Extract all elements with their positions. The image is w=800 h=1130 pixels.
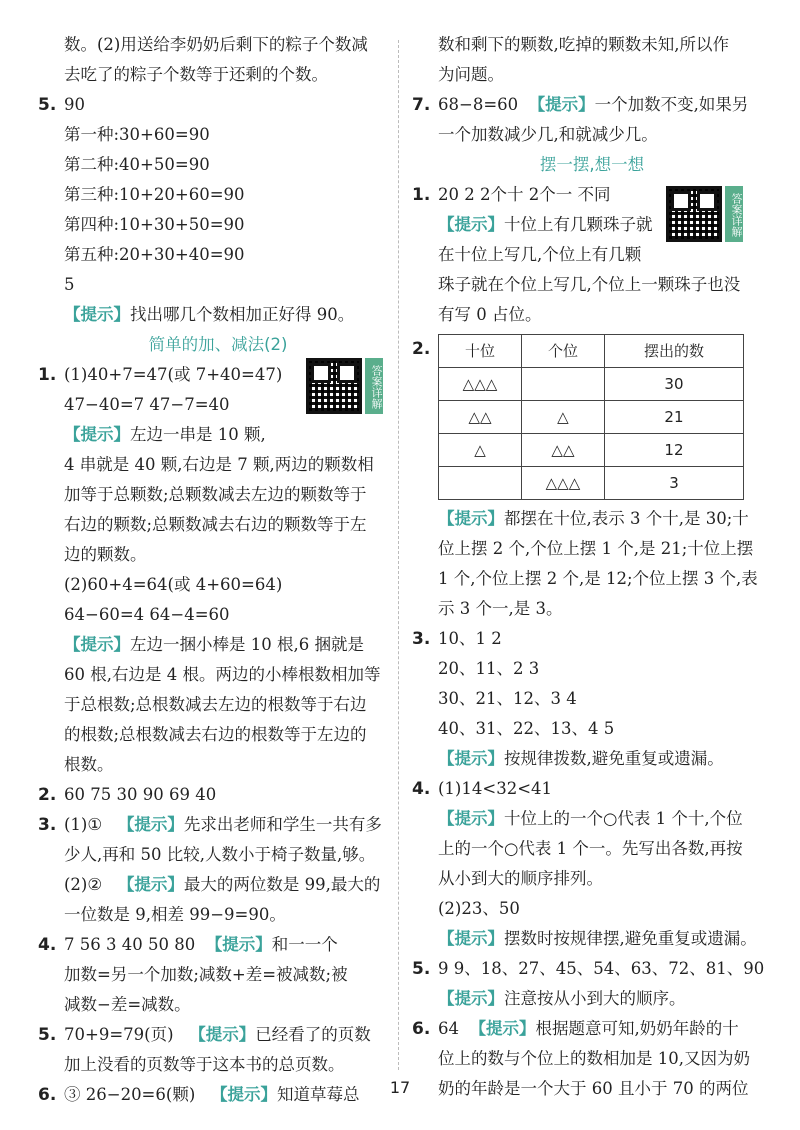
left-column [38, 30, 398, 1110]
text-line: 上的一个○代表 1 个一。先写出各数,再按 [438, 839, 743, 858]
answer: (2)60+4=64(或 4+60=64) [64, 575, 283, 594]
text-line: 奶的年龄是一个大于 60 且小于 70 的两位 [438, 1079, 749, 1098]
text-line: 位上的数与个位上的数相加是 10,又因为奶 [438, 1049, 750, 1068]
place-value-table [438, 334, 744, 500]
table-cell: 30 [604, 368, 743, 401]
hint-text: 左边一捆小棒是 10 根,6 捆就是 [130, 635, 364, 654]
text-line: 为问题。 [438, 65, 504, 84]
table-cell: △△△ [439, 368, 522, 401]
list-item: 第五种:20+30+40=90 [64, 245, 245, 264]
hint-label: 【提示】 [438, 809, 504, 828]
question-number: 1. [412, 185, 431, 205]
table-row [439, 401, 744, 434]
table-header: 个位 [521, 335, 604, 368]
hint-text: 和一一个 [271, 935, 338, 954]
text-line: 加上没看的页数等于这本书的总页数。 [64, 1055, 345, 1074]
question-number: 2. [412, 339, 431, 359]
answer: 70+9=79(页) [64, 1025, 174, 1044]
question-number: 5. [38, 1025, 57, 1045]
answer: 47−40=7 47−7=40 [64, 395, 230, 414]
table-cell: 12 [604, 434, 743, 467]
question-number: 3. [412, 629, 431, 649]
text-line: 位上摆 2 个,个位上摆 1 个,是 21;十位上摆 [438, 539, 754, 558]
hint-label: 【提示】 [205, 935, 272, 954]
hint-text: 十位上的一个○代表 1 个十,个位 [504, 809, 743, 828]
text-line: 珠子就在个位上写几,个位上一颗珠子也没 [438, 275, 741, 294]
hint-label: 【提示】 [438, 929, 504, 948]
answer: 7 56 3 40 50 80 [64, 935, 196, 954]
list-item: 第二种:40+50=90 [64, 155, 210, 174]
table-cell: △ [439, 434, 522, 467]
hint-text: 注意按从小到大的顺序。 [504, 989, 686, 1008]
question-number: 4. [38, 935, 57, 955]
hint-text: 左边一串是 10 颗, [130, 425, 266, 444]
hint-text: 先求出老师和学生一共有多 [183, 815, 382, 834]
hint-text: 根据题意可知,奶奶年龄的十 [535, 1019, 739, 1038]
answer: ③ 26−20=6(颗) [64, 1085, 196, 1104]
table-cell: △ [521, 401, 604, 434]
qr-code-block[interactable] [306, 358, 383, 414]
hint-label: 【提示】 [438, 215, 504, 234]
text-line: 去吃了的粽子个数等于还剩的个数。 [64, 65, 328, 84]
hint-label: 【提示】 [438, 749, 504, 768]
text-line: 于总根数;总根数减去左边的根数等于右边 [64, 695, 367, 714]
hint-label: 【提示】 [438, 989, 504, 1008]
question-number: 5. [412, 959, 431, 979]
hint-text: 一个加数不变,如果另 [594, 95, 749, 114]
answer: (2)② [64, 875, 103, 894]
text-line: 边的颗数。 [64, 545, 147, 564]
text-line: 一个加数减少几,和就减少几。 [438, 125, 658, 144]
hint-label: 【提示】 [64, 635, 130, 654]
hint-label: 【提示】 [528, 95, 595, 114]
answer: 68−8=60 [438, 95, 519, 114]
answer: 30、21、12、3 4 [438, 689, 577, 708]
text-line: 少人,再和 50 比较,人数小于椅子数量,够。 [64, 845, 376, 864]
answer: 90 [64, 95, 85, 114]
text-line: 加等于总颗数;总颗数减去左边的颗数等于 [64, 485, 367, 504]
answer: (1)① [64, 815, 103, 834]
table-cell: 3 [604, 467, 743, 500]
hint-label: 【提示】 [117, 875, 184, 894]
text-line: 加数=另一个加数;减数+差=被减数;被 [64, 965, 348, 984]
text-line: 60 根,右边是 4 根。两边的小棒根数相加等 [64, 665, 381, 684]
text-line: 有写 0 占位。 [438, 305, 542, 324]
table-row [439, 434, 744, 467]
answer: 64−60=4 64−4=60 [64, 605, 230, 624]
table-row [439, 368, 744, 401]
answer: 20、11、2 3 [438, 659, 540, 678]
hint-text: 找出哪几个数相加正好得 90。 [130, 305, 355, 324]
hint-label: 【提示】 [438, 509, 504, 528]
table-cell: 21 [604, 401, 743, 434]
list-item: 第四种:10+30+50=90 [64, 215, 245, 234]
question-number: 6. [412, 1019, 431, 1039]
list-item: 第三种:10+20+60=90 [64, 185, 245, 204]
question-number: 6. [38, 1085, 57, 1105]
answer: (1)40+7=47(或 7+40=47) [64, 365, 283, 384]
hint-label: 【提示】 [211, 1085, 278, 1104]
text-line: 从小到大的顺序排列。 [438, 869, 603, 888]
table-cell [439, 467, 522, 500]
table-cell: △△ [439, 401, 522, 434]
answer: 60 75 30 90 69 40 [64, 785, 217, 804]
hint-label: 【提示】 [117, 815, 184, 834]
qr-code-icon[interactable] [306, 358, 362, 414]
section-title: 摆一摆,想一想 [539, 155, 645, 174]
answer: 10、1 2 [438, 629, 502, 648]
text-line: 数。(2)用送给李奶奶后剩下的粽子个数减 [64, 35, 368, 54]
question-number: 5. [38, 95, 57, 115]
hint-text: 十位上有几颗珠子就 [504, 215, 653, 234]
hint-text: 按规律拨数,避免重复或遗漏。 [504, 749, 724, 768]
hint-text: 知道草莓总 [277, 1085, 360, 1104]
hint-text: 都摆在十位,表示 3 个十,是 30;十 [504, 509, 749, 528]
text-line: 根数。 [64, 755, 114, 774]
section-title: 简单的加、减法(2) [148, 335, 288, 354]
question-number: 7. [412, 95, 431, 115]
list-item: 第一种:30+60=90 [64, 125, 210, 144]
text-line: 减数−差=减数。 [64, 995, 191, 1014]
text-line: 数和剩下的颗数,吃掉的颗数未知,所以作 [438, 35, 729, 54]
column-divider [398, 40, 399, 1070]
hint-text: 摆数时按规律摆,避免重复或遗漏。 [504, 929, 757, 948]
question-number: 3. [38, 815, 57, 835]
answer: 40、31、22、13、4 5 [438, 719, 615, 738]
answer: 9 9、18、27、45、54、63、72、81、90 [438, 959, 765, 978]
table-header: 十位 [439, 335, 522, 368]
hint-label: 【提示】 [189, 1025, 256, 1044]
answer: 20 2 2个十 2个一 不同 [438, 185, 611, 204]
text-line: 在十位上写几,个位上有几颗 [438, 245, 642, 264]
question-number: 4. [412, 779, 431, 799]
question-number: 2. [38, 785, 57, 805]
answer: 64 [438, 1019, 459, 1038]
answer: 5 [64, 275, 75, 294]
table-cell: △△△ [521, 467, 604, 500]
text-line: 4 串就是 40 颗,右边是 7 颗,两边的颗数相 [64, 455, 374, 474]
hint-text: 已经看了的页数 [255, 1025, 371, 1044]
table-cell: △△ [521, 434, 604, 467]
text-line: 右边的颗数;总颗数减去右边的颗数等于左 [64, 515, 367, 534]
text-line: 一位数是 9,相差 99−9=90。 [64, 905, 286, 924]
answer: (2)23、50 [438, 899, 520, 918]
hint-label: 【提示】 [64, 305, 130, 324]
hint-label: 【提示】 [469, 1019, 536, 1038]
qr-label: 答案详解 [725, 186, 743, 242]
qr-label: 答案详解 [365, 358, 383, 414]
table-cell [521, 368, 604, 401]
hint-text: 最大的两位数是 99,最大的 [183, 875, 381, 894]
table-row [439, 467, 744, 500]
question-number: 1. [38, 365, 57, 385]
text-line: 示 3 个一,是 3。 [438, 599, 563, 618]
page-number: 17 [389, 1078, 411, 1097]
text-line: 1 个,个位上摆 2 个,是 12;个位上摆 3 个,表 [438, 569, 758, 588]
right-column [412, 30, 772, 1104]
table-header: 摆出的数 [604, 335, 743, 368]
answer: (1)14<32<41 [438, 779, 553, 798]
text-line: 的根数;总根数减去右边的根数等于左边的 [64, 725, 367, 744]
hint-label: 【提示】 [64, 425, 130, 444]
